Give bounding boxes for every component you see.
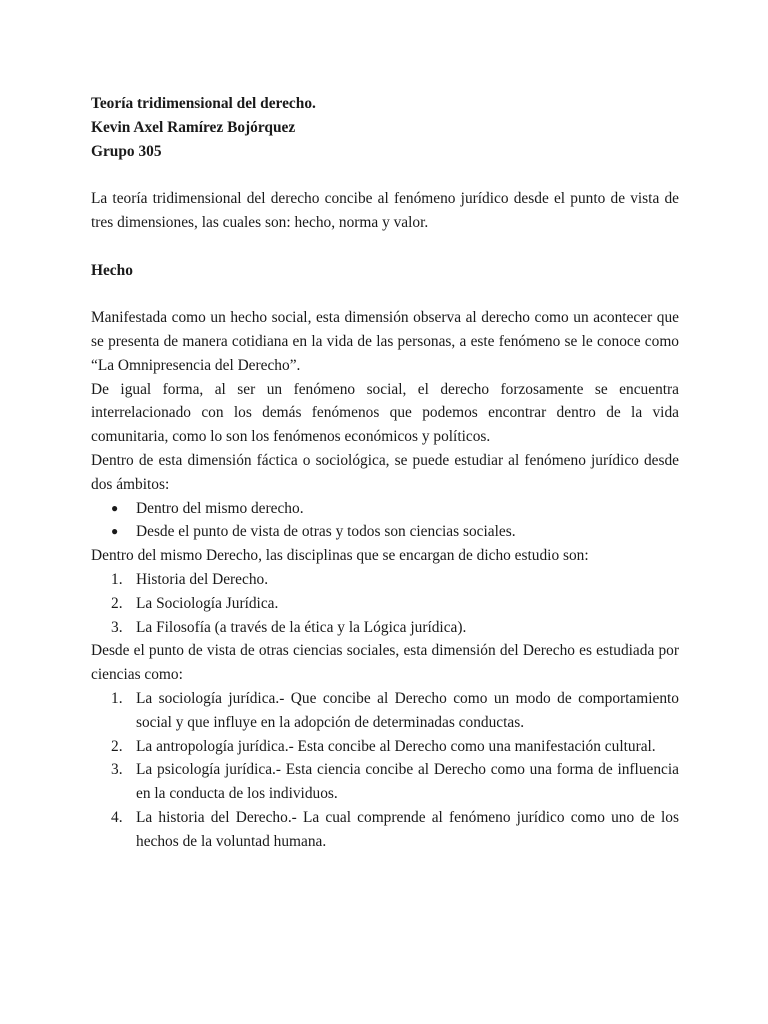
list-item-text: Dentro del mismo derecho. [136, 499, 304, 517]
bullet-icon: ● [111, 500, 119, 515]
group-label: Grupo 305 [91, 142, 162, 160]
spacer [91, 163, 679, 187]
list-item [91, 520, 679, 544]
list-item [91, 687, 679, 735]
document-body [91, 92, 679, 854]
paragraph-5: Desde el punto de vista de otras ciencias sociales, esta dimensión del Derecho es estudiada por ciencias como: [91, 642, 679, 684]
bullet-icon: ● [111, 524, 119, 539]
list-number: 1. [111, 689, 123, 707]
paragraph-4: Dentro del mismo Derecho, las disciplinas que se encargan de dicho estudio son: [91, 547, 589, 565]
paragraph-1: Manifestada como un hecho social, esta dimensión observa al derecho como un acontecer que se presenta de manera cotidiana en la vida de las personas, a este fenómeno se le conoce como “La Omnipresencia del Derecho”. [91, 309, 679, 374]
list-number: 3. [111, 618, 123, 636]
list-item [91, 592, 679, 616]
list-item-text: La antropología jurídica.- Esta concibe al Derecho como una manifestación cultural. [136, 737, 656, 755]
list-item-text: Desde el punto de vista de otras y todos son ciencias sociales. [136, 523, 516, 541]
list-item [91, 806, 679, 854]
document-title: Teoría tridimensional del derecho. [91, 95, 316, 112]
sciences-list [91, 687, 679, 854]
list-item [91, 758, 679, 806]
list-item-text: La sociología jurídica.- Que concibe al Derecho como un modo de comportamiento social y que influye en la adopción de determinadas conductas. [136, 689, 679, 731]
list-number: 2. [111, 594, 123, 612]
list-item [91, 616, 679, 640]
list-item [91, 735, 679, 759]
spacer [91, 235, 679, 259]
section-heading: Hecho [91, 261, 133, 279]
list-item-text: Historia del Derecho. [136, 570, 269, 588]
list-item-text: La psicología jurídica.- Esta ciencia concibe al Derecho como una forma de influencia en la conducta de los individuos. [136, 761, 679, 803]
disciplines-list [91, 568, 679, 639]
list-item-text: La Sociología Jurídica. [136, 594, 279, 612]
author-name: Kevin Axel Ramírez Bojórquez [91, 118, 296, 136]
paragraph-2: De igual forma, al ser un fenómeno social, el derecho forzosamente se encuentra interrelacionado con los demás fenómenos que podemos encontrar dentro de la vida comunitaria, como lo son los fenómenos económicos y políticos. [91, 380, 679, 446]
list-item [91, 568, 679, 592]
list-number: 1. [111, 570, 123, 588]
list-number: 2. [111, 737, 123, 755]
list-number: 3. [111, 761, 123, 779]
list-item-text: La Filosofía (a través de la ética y la Lógica jurídica). [136, 618, 467, 636]
bullet-list [91, 497, 679, 545]
list-item-text: La historia del Derecho.- La cual comprende al fenómeno jurídico como uno de los hechos de la voluntad humana. [136, 808, 679, 850]
paragraph-3: Dentro de esta dimensión fáctica o sociológica, se puede estudiar al fenómeno jurídico desde dos ámbitos: [91, 451, 679, 493]
list-number: 4. [111, 808, 123, 826]
intro-paragraph: La teoría tridimensional del derecho concibe al fenómeno jurídico desde el punto de vista de tres dimensiones, las cuales son: hecho, norma y valor. [91, 190, 679, 231]
list-item [91, 497, 679, 521]
spacer [91, 282, 679, 306]
